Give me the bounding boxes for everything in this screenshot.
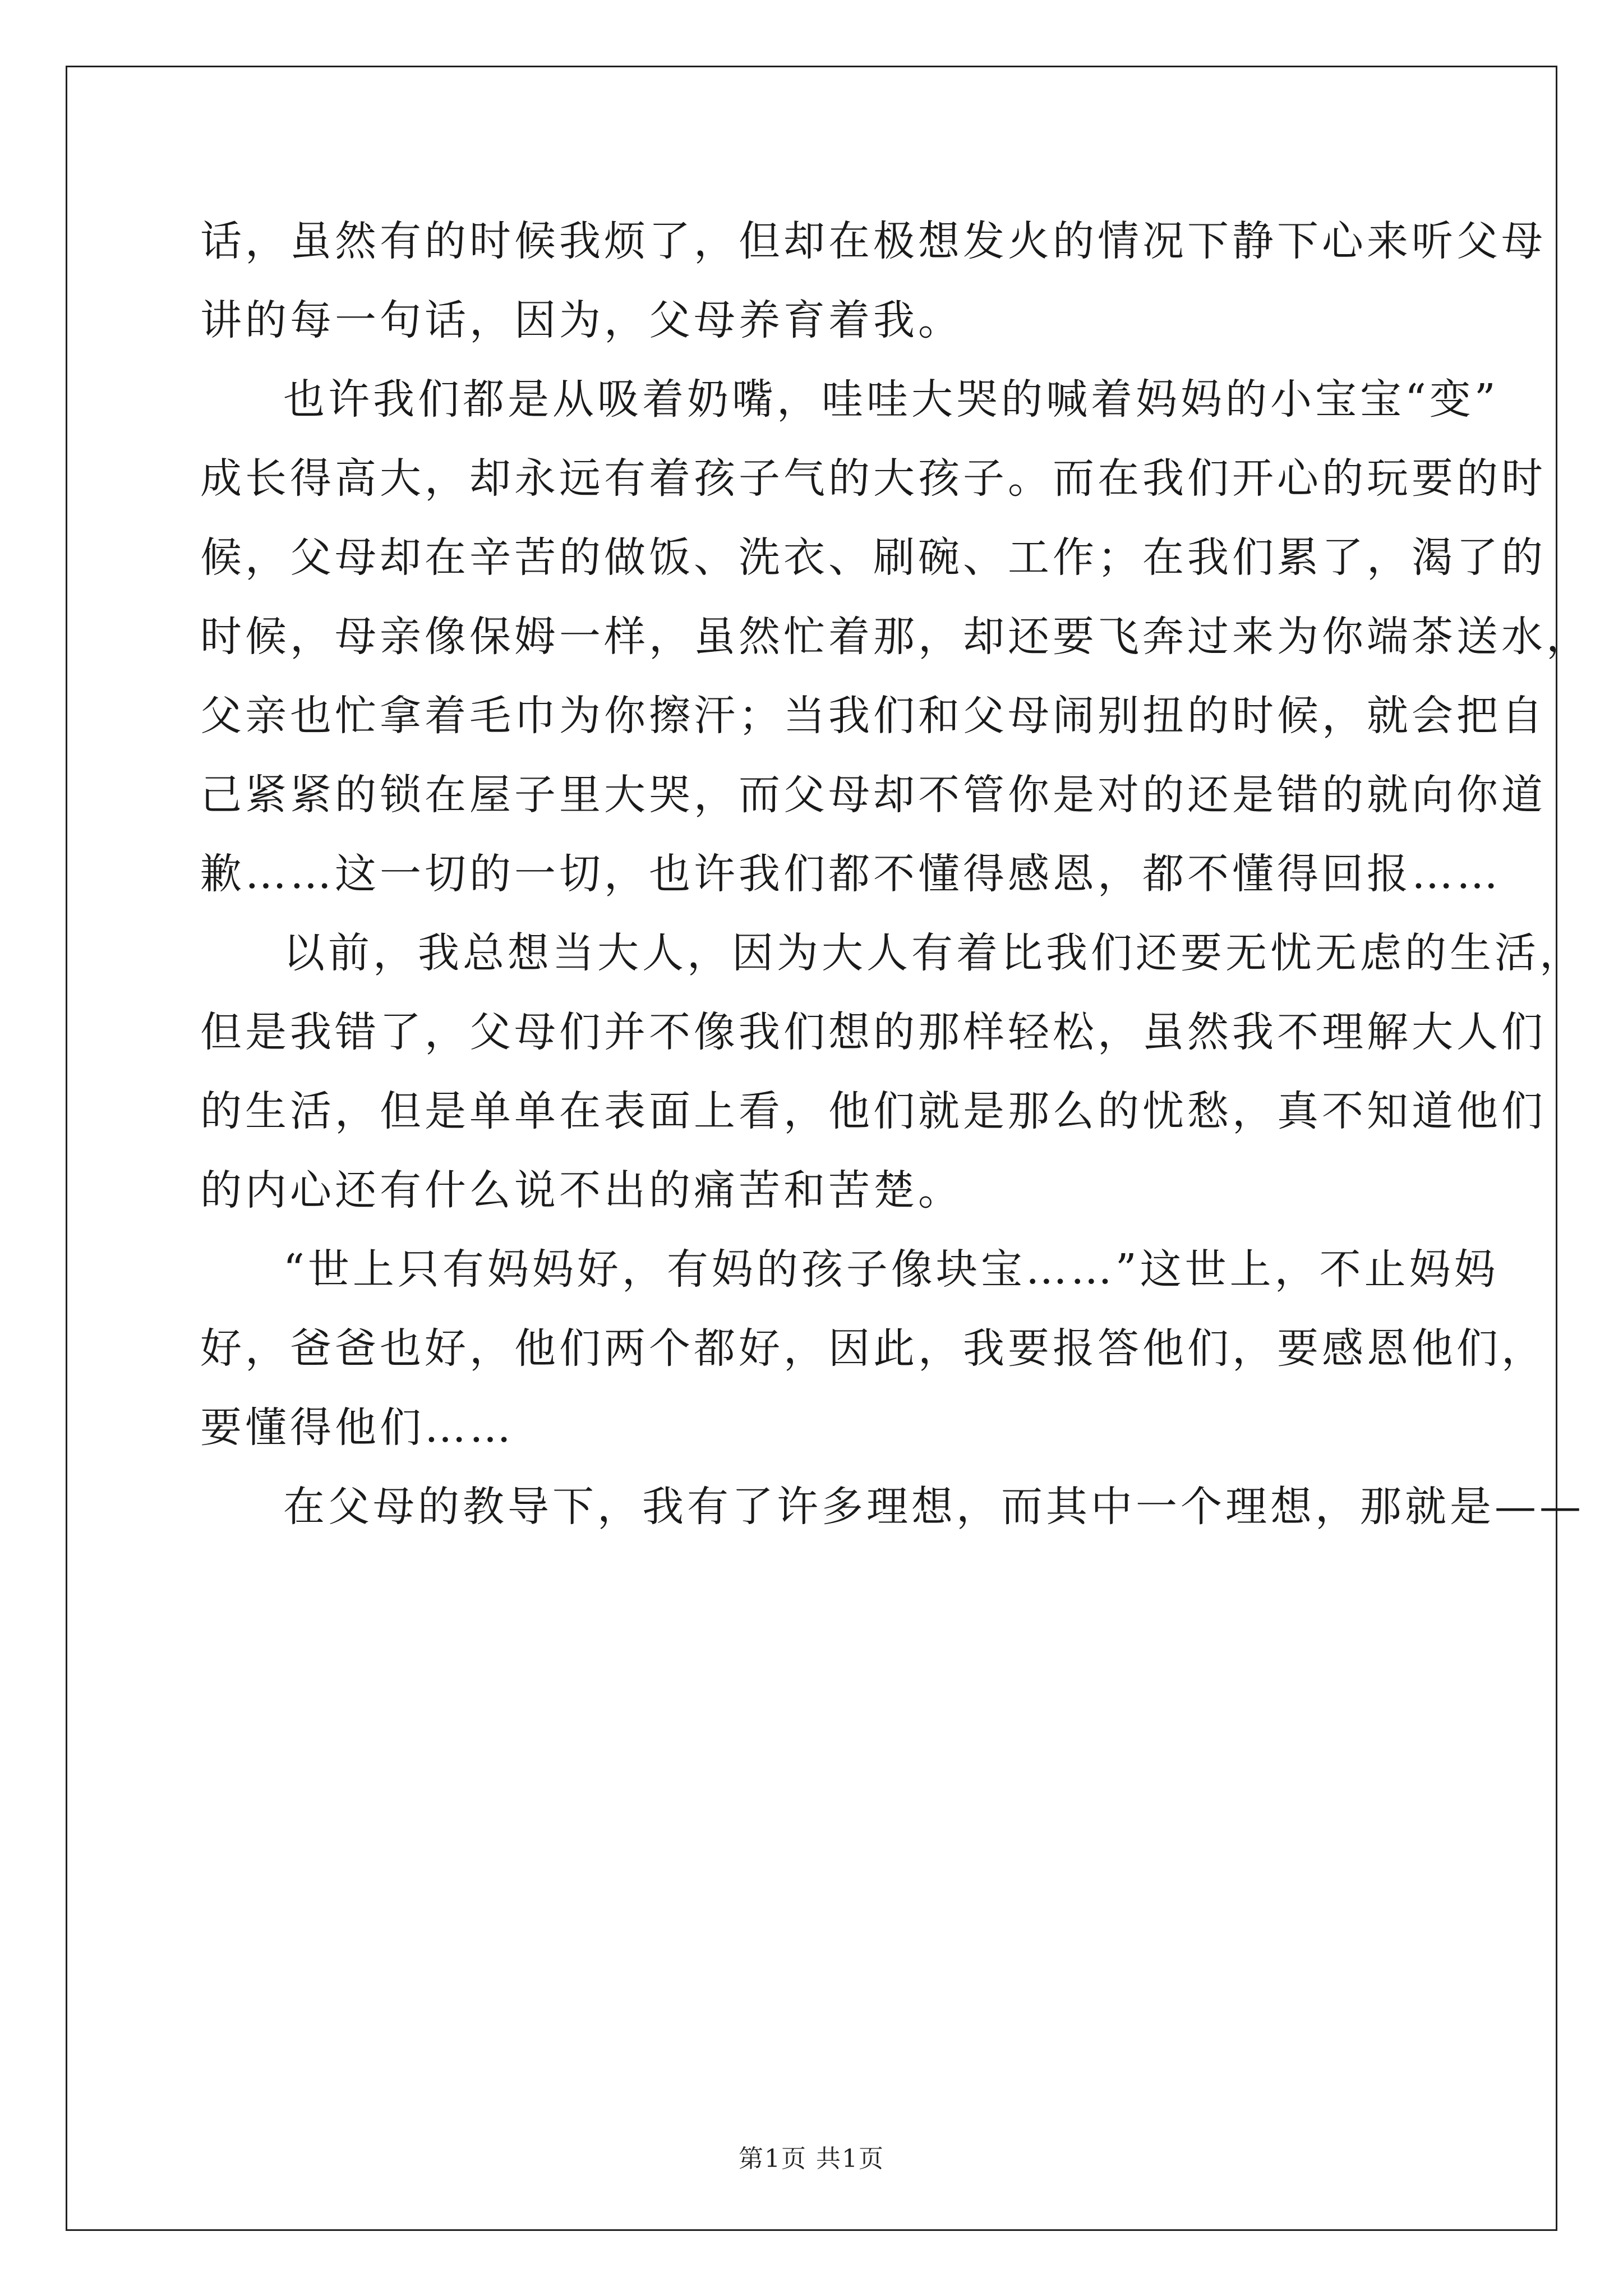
- text-line-3: 也许我们都是从吸着奶嘴，哇哇大哭的喊着妈妈的小宝宝“变”: [283, 375, 1499, 424]
- text-line-6: 时候，母亲像保姆一样，虽然忙着那，却还要飞奔过来为你端茶送水，: [200, 613, 1591, 661]
- text-line-17: 在父母的教导下，我有了许多理想，而其中一个理想，那就是——: [283, 1483, 1584, 1531]
- text-line-9: 歉……这一切的一切，也许我们都不懂得感恩，都不懂得回报……: [200, 850, 1501, 898]
- text-line-2: 讲的每一句话，因为，父母养育着我。: [200, 296, 963, 344]
- page-number-footer: 第1页 共1页: [739, 2145, 884, 2173]
- text-line-4: 成长得高大，却永远有着孩子气的大孩子。而在我们开心的玩要的时: [200, 454, 1546, 503]
- text-line-15: 好，爸爸也好，他们两个都好，因此，我要报答他们，要感恩他们，: [200, 1324, 1546, 1373]
- text-line-7: 父亲也忙拿着毛巾为你擦汗；当我们和父母闹别扭的时候，就会把自: [200, 692, 1546, 740]
- text-line-13: 的内心还有什么说不出的痛苦和苦楚。: [200, 1166, 963, 1214]
- text-line-11: 但是我错了，父母们并不像我们想的那样轻松，虽然我不理解大人们: [200, 1008, 1546, 1056]
- text-line-8: 己紧紧的锁在屋子里大哭，而父母却不管你是对的还是错的就向你道: [200, 771, 1546, 819]
- text-line-1: 话，虽然有的时候我烦了，但却在极想发火的情况下静下心来听父母: [200, 217, 1546, 265]
- text-line-10: 以前，我总想当大人，因为大人有着比我们还要无忧无虑的生活，: [283, 929, 1584, 977]
- text-line-12: 的生活，但是单单在表面上看，他们就是那么的忧愁，真不知道他们: [200, 1087, 1546, 1135]
- text-line-5: 候，父母却在辛苦的做饭、洗衣、刷碗、工作；在我们累了，渴了的: [200, 533, 1546, 582]
- text-line-16: 要懂得他们……: [200, 1404, 514, 1452]
- text-line-14: “世上只有妈妈好，有妈的孩子像块宝……”这世上，不止妈妈: [283, 1245, 1499, 1294]
